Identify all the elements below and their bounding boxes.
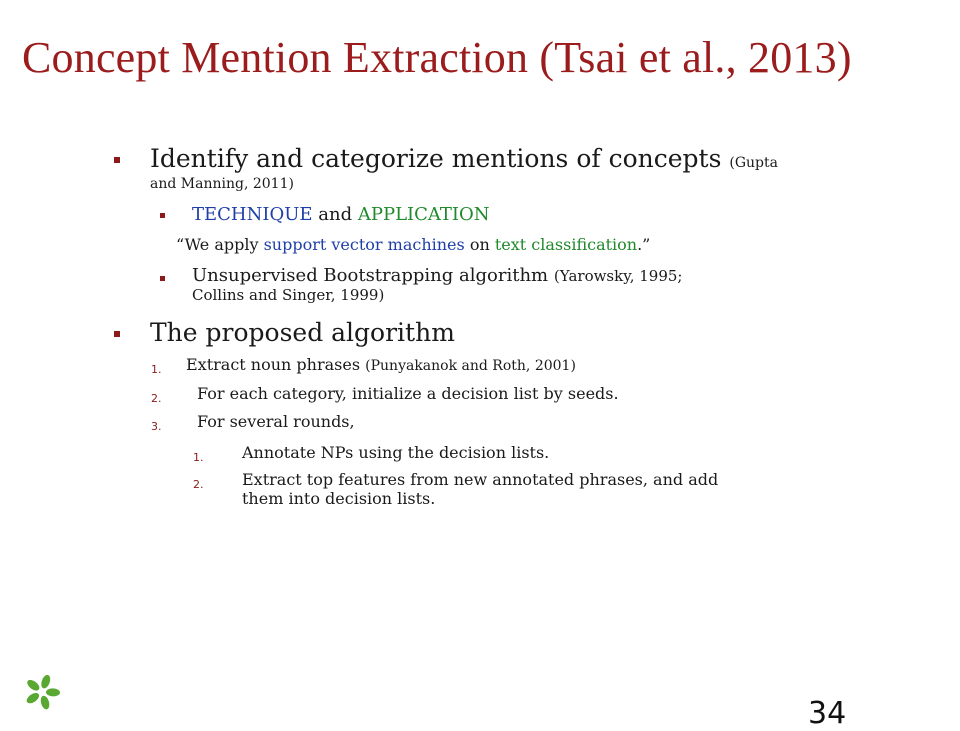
bullet-identify [150,146,890,192]
step-number: 2. [151,392,162,405]
step-extract-np [186,355,576,376]
bullet-square-icon [114,331,120,337]
slide-title: Concept Mention Extraction (Tsai et al., 2013) [22,33,852,82]
bullet-square-icon [114,157,120,163]
example-quote [176,235,650,254]
bullet-identify-cite-b: and Manning, 2011) [150,176,294,192]
substep-annotate: Annotate NPs using the decision lists. [242,443,550,462]
substep-extract-features [242,470,882,508]
quote-part-3: on [464,235,495,254]
quote-technique: support vector machines [263,235,465,254]
bullet-bootstrapping [192,266,872,304]
substep-2-line-b: them into decision lists. [242,489,436,508]
technique-label: TECHNIQUE [192,204,313,225]
application-label: APPLICATION [357,204,490,225]
bullet-technique-application [192,205,490,225]
bullet-identify-cite-a: (Gupta [729,155,778,171]
and-label: and [312,204,358,225]
quote-application: text classification [494,235,638,254]
quote-part-5: .” [637,235,651,254]
step-initialize: For each category, initialize a decision list by seeds. [197,384,619,403]
step-rounds: For several rounds, [197,412,355,431]
substep-number: 1. [193,451,204,464]
bullet-identify-text: Identify and categorize mentions of concepts [150,144,722,173]
substep-number: 2. [193,478,204,491]
bootstrapping-text: Unsupervised Bootstrapping algorithm [192,265,549,286]
step-1-text: Extract noun phrases [186,355,361,374]
bootstrapping-cite-a: (Yarowsky, 1995; [553,267,683,285]
bullet-proposed-algorithm: The proposed algorithm [150,318,455,347]
quote-part-1: “We apply [176,235,264,254]
bullet-square-icon [160,213,165,218]
substep-2-line-a: Extract top features from new annotated phrases, and add [242,470,719,489]
bootstrapping-cite-b: Collins and Singer, 1999) [192,286,385,304]
step-1-cite: (Punyakanok and Roth, 2001) [365,358,576,374]
step-number: 3. [151,420,162,433]
page-number: 34 [808,696,847,731]
bullet-square-icon [160,276,165,281]
swirl-logo-icon [22,672,62,712]
step-number: 1. [151,363,162,376]
